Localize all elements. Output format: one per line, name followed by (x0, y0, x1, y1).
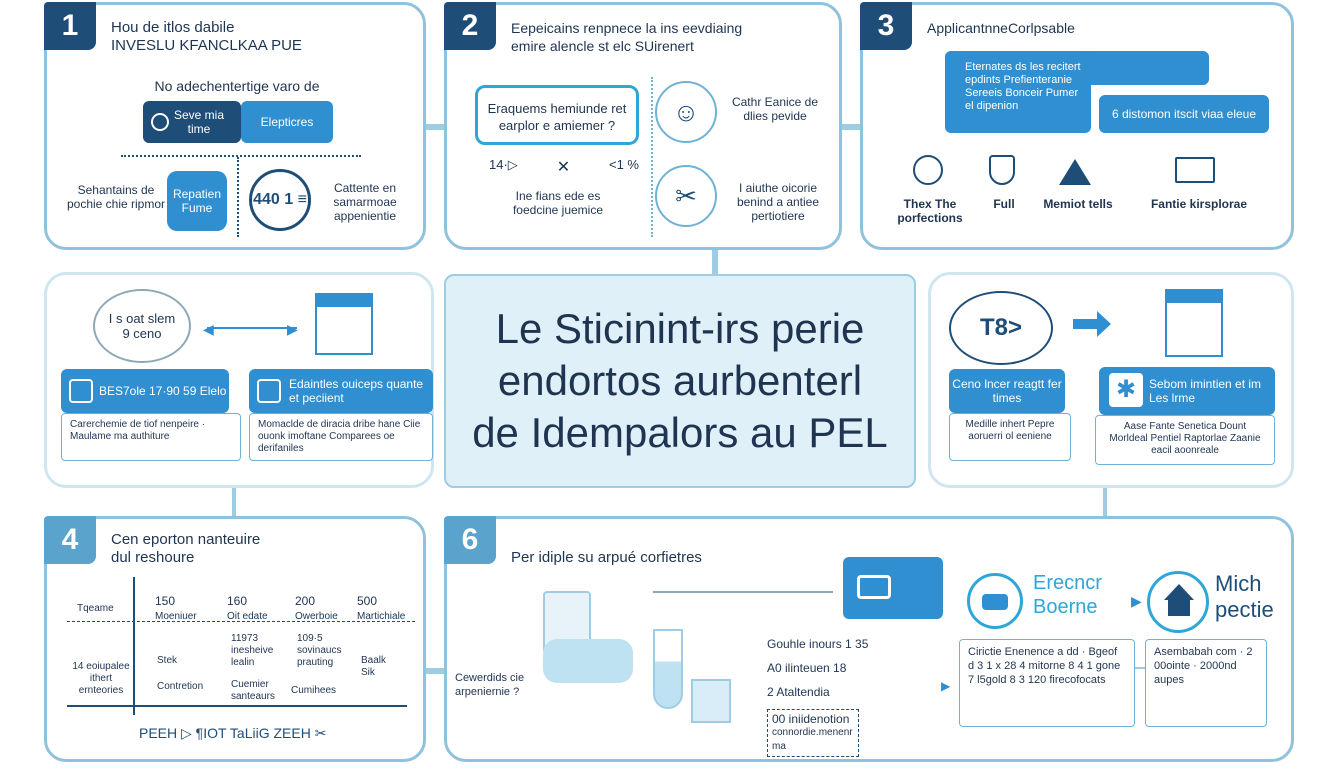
header-label: Tqeame (77, 603, 114, 614)
speech-bubble: I s oat slem 9 ceno (93, 289, 191, 363)
col-value: 200 (295, 594, 316, 608)
list-item: 00 iniidenotion (772, 712, 850, 726)
title-line-2: INVESLU KFANCLKAA PUE (111, 37, 302, 54)
panel-4 (44, 516, 426, 762)
subtitle: No adechentertige varo de (154, 78, 320, 94)
right-bottom-text: I aiuthe oicorie benind a antiee pertiotiere (736, 181, 820, 223)
info-card-1[interactable] (61, 369, 229, 413)
cell: 109·5 sovinaucs prauting (297, 633, 342, 668)
question-text: Cewerdids cie arpeniernie ? (455, 672, 525, 698)
col-label: Moeniuer (155, 611, 197, 622)
right-text: Cattente en samarmoae appenientie (333, 181, 397, 223)
divider (121, 155, 361, 157)
list-item: A0 ilinteuen 18 (767, 661, 847, 675)
report-box[interactable]: Repatien Fume (167, 171, 227, 231)
home-icon (1147, 571, 1209, 633)
chat-icon (151, 113, 169, 131)
stats-row (489, 157, 639, 177)
footer-text: PEEH ▷ ¶IOT TaLiiG ZEEH ✂ (139, 725, 327, 741)
save-time-button[interactable] (143, 101, 241, 143)
col-value: 500 (357, 594, 378, 608)
results-list (737, 637, 887, 757)
list-item: connordie.menenr ma (772, 727, 853, 752)
step-number: 2 (444, 2, 496, 50)
connector (712, 248, 718, 274)
f-icon (69, 379, 93, 403)
left-mid-panel (44, 272, 434, 488)
house-icon (1059, 159, 1091, 185)
title-line-1: Eepeicains renpnece la ins eevdiaing (511, 20, 743, 36)
cart-icon (1175, 157, 1215, 183)
col-label: Oit edate (227, 611, 268, 622)
icon-label: Thex The porfections (897, 197, 963, 225)
stat-percent: <1 % (608, 157, 639, 172)
arrow-right-icon: ▶ (287, 321, 298, 337)
right-mid-panel (928, 272, 1294, 488)
card-2-body: Aase Fante Senetica Dount Morldeal Pentiel Raptorlae Zaanie eacil aoonreale (1095, 415, 1275, 465)
panel-1 (44, 2, 426, 250)
close-icon[interactable]: ✕ (556, 159, 571, 176)
cell: Cumihees (291, 685, 337, 696)
center-line-2: endortos aurbenterl (497, 357, 863, 404)
tools-icon: ✂ (655, 165, 717, 227)
question-box: Eraquems hemiunde ret earplor e amiemer ? (475, 85, 639, 145)
list-item: Gouhle inours 1 35 (767, 637, 869, 651)
center-title-box (444, 274, 916, 488)
flow-arrow (653, 591, 833, 593)
head-icon: ☺ (655, 81, 717, 143)
card-head: Edaintles ouiceps quante et peciient (289, 377, 424, 405)
info-card-2[interactable] (249, 369, 433, 413)
list-item: 2 Ataltendia (767, 685, 830, 699)
title-line-2: dul reshoure (111, 549, 195, 566)
card-2-body: Momaclde de diracia dribe hane Ciie ouonk imoftane Comparees oe derifaniles (249, 413, 433, 461)
cell: Contretion (157, 681, 204, 692)
arrow-left-icon: ◀ (203, 321, 214, 337)
connector (1135, 667, 1145, 669)
step-number: 3 (860, 2, 912, 50)
title-line-1: Hou de itlos dabile (111, 19, 235, 36)
connector (842, 124, 862, 130)
connector (425, 124, 445, 130)
center-line-1: Le Sticinint-irs perie (495, 305, 865, 352)
beaker-icon (691, 679, 731, 723)
icon-label: Full (993, 197, 1015, 211)
info-card-1[interactable]: Ceno lncer reagtt fer times (949, 369, 1065, 413)
step-number: 1 (44, 2, 96, 50)
button-label: Seve mia time (173, 108, 225, 136)
title-line-2: emire alencle st elc SUirenert (511, 38, 694, 54)
connector (425, 668, 445, 674)
gauge-circle: 440 1 ≡ (249, 169, 311, 231)
detail-box-left: Cirictie Enenence a dd · Bgeof d 3 1 x 28 4 mitorne 8 4 1 gone 7 l5gold 8 3 120 firecofocats (959, 639, 1135, 727)
bottom-text: Ine fians ede es foedcine juemice (512, 189, 604, 217)
table-axis (67, 705, 407, 707)
step-number: 6 (444, 516, 496, 564)
divider (651, 77, 653, 237)
connector (232, 488, 236, 516)
card-1-body: Carerchemie de tiof nenpeire · Maulame ma authiture (61, 413, 241, 461)
double-arrow-icon (207, 327, 297, 329)
col-label: Owerboie (295, 611, 338, 622)
center-line-3: de Idempalors au PEL (472, 409, 888, 456)
row-label: 14 eoiupalee ithert ernteories (72, 661, 130, 696)
arrow-head (1097, 311, 1111, 337)
elepticres-button[interactable]: Elepticres (241, 101, 333, 143)
car-icon (967, 573, 1023, 629)
cell: 11973 inesheive lealin (231, 633, 274, 668)
right-icon-label: Mich pectie (1215, 571, 1274, 622)
building-icon (913, 155, 943, 185)
hand-illustration (543, 639, 633, 683)
info-card[interactable]: Eternates ds les recitert epdints Prefienteranie Sereeis Bonceir Pumer el dipenion (945, 51, 1091, 133)
left-icon-label: Erecncr Boerne (1033, 572, 1102, 618)
arrow-right-icon: ▶ (1131, 593, 1142, 609)
card-head: Sebom imintien et im Les lrme (1149, 377, 1262, 405)
panel-6 (444, 516, 1294, 762)
col-label: Martichiale (357, 611, 406, 622)
bank-icon (315, 293, 373, 355)
panel-title (511, 19, 831, 55)
title-line-1: Cen eporton nanteuire (111, 531, 261, 548)
table-axis (133, 577, 135, 715)
step-number: 4 (44, 516, 96, 564)
panel-title (111, 531, 411, 567)
asterisk-icon: ✱ (1109, 373, 1143, 407)
detail-box-right: Asembabah com · 2 00ointe · 2000nd aupes (1145, 639, 1267, 727)
info-card-right[interactable]: 6 distomon itscit viaa eleue (1099, 95, 1269, 133)
right-top-text: Cathr Eanice de dlies pevide (731, 95, 819, 123)
panel-title: ApplicantnneCorlpsable (927, 20, 1075, 36)
left-text: Sehantains de pochie chie ripmor (66, 183, 166, 211)
f-icon (257, 379, 281, 403)
cell: Cuemier santeaurs (231, 679, 275, 702)
list-item-highlight (767, 709, 859, 757)
icon-label: Memiot tells (1043, 197, 1113, 211)
icon-label: Fantie kirsplorae (1150, 197, 1248, 211)
panel-2 (444, 2, 842, 250)
building-icon (1165, 289, 1223, 357)
panel-title: Per idiple su arpué corfietres (511, 549, 702, 566)
card-head: BES7ole 17·90 59 Elelo (99, 384, 227, 398)
cell: Stek (157, 655, 178, 666)
card-icon[interactable] (843, 557, 943, 619)
divider (237, 157, 239, 237)
info-card-2[interactable] (1099, 367, 1275, 415)
test-tube-icon (653, 629, 683, 709)
stat-left: 14·▷ (489, 157, 518, 172)
panel-3 (860, 2, 1294, 250)
panel-title (111, 19, 411, 55)
arrow-right-icon: ▶ (941, 679, 951, 693)
shield-icon (989, 155, 1015, 185)
speech-bubble: T8> (949, 291, 1053, 365)
card-1-body: Medille inhert Pepre aoruerri ol eeniene (949, 413, 1071, 461)
col-value: 160 (227, 594, 248, 608)
icon-row (883, 155, 1283, 235)
col-value: 150 (155, 594, 176, 608)
cell: Baalk Sik (361, 655, 387, 678)
